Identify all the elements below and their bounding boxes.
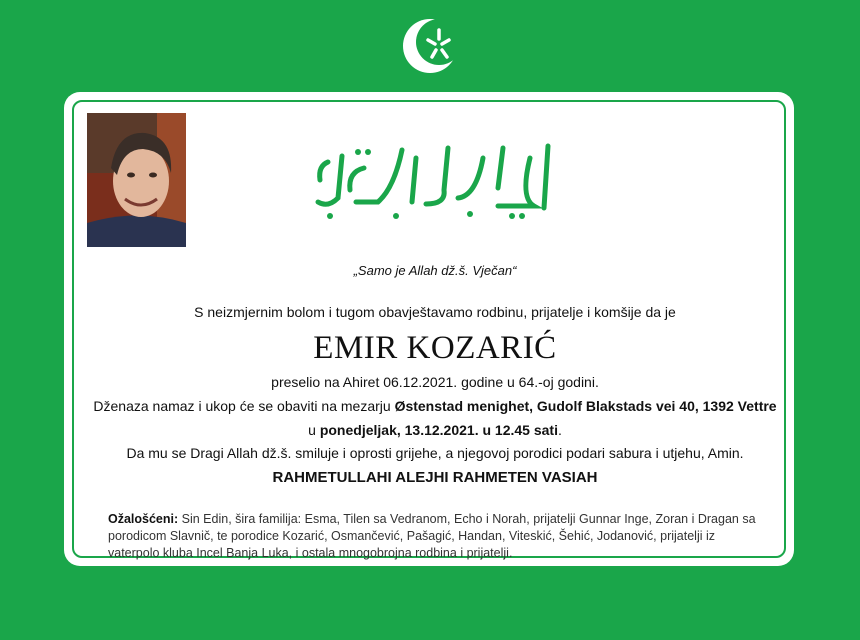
janaza-prefix: Dženaza namaz i ukop će se obaviti na mezarju — [93, 398, 395, 414]
funeral-date: ponedjeljak, 13.12.2021. u 12.45 sati — [319, 422, 558, 438]
rahmet-text: RAHMETULLAHI ALEJHI RAHMETEN VASIAH — [272, 469, 598, 486]
portrait-photo — [87, 113, 186, 247]
passing-date-text: preselio na Ahiret 06.12.2021. godine u 64.-oj godini. — [271, 374, 599, 390]
mourners-label: Ožalošćeni: — [108, 512, 179, 526]
deceased-name: EMIR KOZARIĆ — [313, 330, 557, 366]
crescent-star-icon — [396, 12, 464, 80]
mourners-list: Sin Edin, šira familija: Esma, Tilen sa Vedranom, Echo i Norah, prijatelji Gunnar Inge, Zoran i Dragan sa porodicom Slavnič, te porodice Kozarić, Osmančević, Pašagić, Handan, Viteskić, Šehić, Jodanović, prijatelji iz vaterpolo kluba Incel Banja Luka, i ostala mnogobrojna rodbina i prijatelji. — [108, 512, 756, 560]
mourners-text — [108, 511, 768, 562]
arabic-calligraphy-icon — [298, 128, 582, 228]
date-suffix: . — [557, 422, 562, 438]
date-prefix: u — [308, 422, 320, 438]
janaza-location: Østenstad menighet, Gudolf Blakstads vei 40, 1392 Vettre — [394, 398, 777, 414]
intro-text: S neizmjernim bolom i tugom obavještavamo rodbinu, prijatelje i komšije da je — [194, 304, 676, 320]
janaza-text — [64, 398, 806, 414]
quote-text: „Samo je Allah dž.š. Vječan“ — [353, 263, 517, 278]
funeral-date-text — [64, 422, 806, 438]
prayer-text: Da mu se Dragi Allah dž.š. smiluje i oprosti grijehe, a njegovoj porodici podari sabura i utjehu, Amin. — [126, 445, 744, 461]
